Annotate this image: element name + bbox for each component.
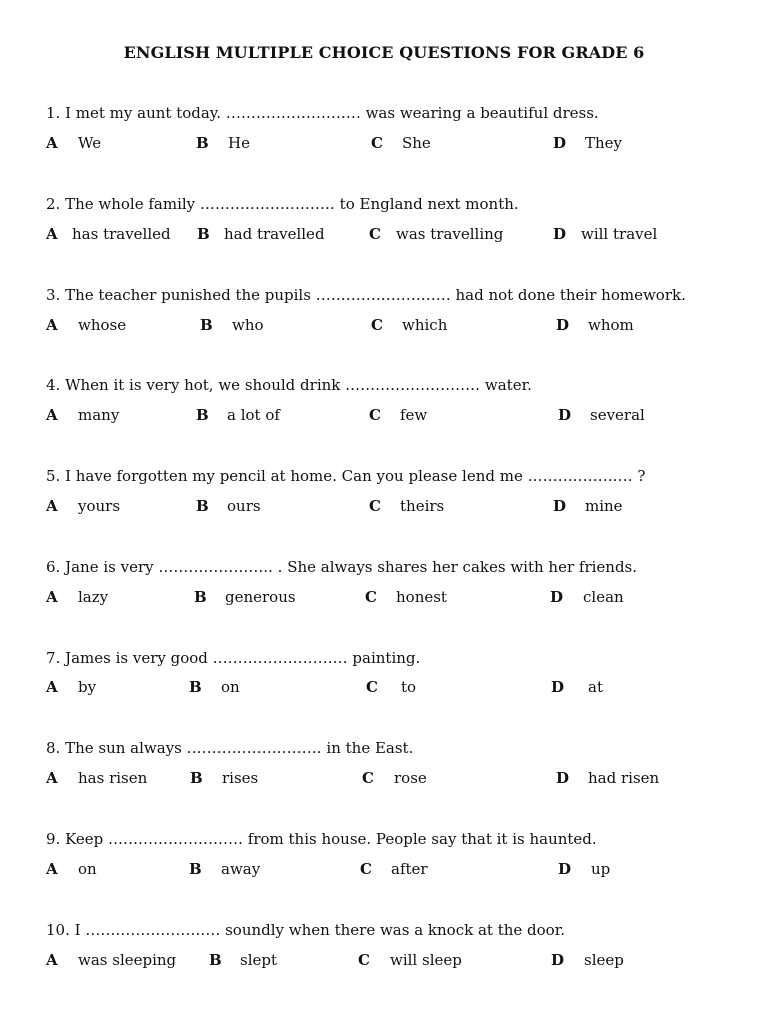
- question-6-text: 6. Jane is very ………………….. . She always shares her cakes with her friends.: [46, 558, 638, 576]
- option-b: away: [221, 860, 261, 878]
- option-letter-a: A: [46, 588, 58, 606]
- option-a: lazy: [78, 588, 109, 606]
- option-letter-c: C: [369, 406, 381, 424]
- option-letter-c: C: [360, 860, 372, 878]
- question-9-text: 9. Keep ……………………… from this house. People say that it is haunted.: [46, 830, 597, 848]
- option-d: up: [591, 860, 611, 878]
- question-2-text: 2. The whole family ……………………… to England next month.: [46, 195, 519, 213]
- option-letter-a: A: [46, 497, 58, 515]
- option-letter-d: D: [551, 678, 565, 696]
- option-c: few: [400, 406, 428, 424]
- question-4-options: [0, 406, 768, 428]
- question-1-text: 1. I met my aunt today. ……………………… was wearing a beautiful dress.: [46, 104, 599, 122]
- option-a: many: [78, 406, 120, 424]
- option-d: whom: [588, 316, 634, 334]
- option-letter-d: D: [556, 316, 570, 334]
- option-letter-a: A: [46, 678, 58, 696]
- question-5-options: [0, 497, 768, 519]
- question-9-options: [0, 860, 768, 882]
- option-c: She: [402, 134, 431, 152]
- option-a: whose: [78, 316, 127, 334]
- option-a: was sleeping: [78, 951, 177, 969]
- question-10-text: 10. I ……………………… soundly when there was a knock at the door.: [46, 921, 565, 939]
- option-letter-a: A: [46, 316, 58, 334]
- option-d: had risen: [588, 769, 660, 787]
- option-letter-d: D: [550, 588, 564, 606]
- option-d: mine: [585, 497, 623, 515]
- option-b: ours: [227, 497, 261, 515]
- option-letter-c: C: [371, 316, 383, 334]
- option-letter-c: C: [371, 134, 383, 152]
- option-a: has travelled: [72, 225, 171, 243]
- option-letter-b: B: [196, 406, 209, 424]
- option-d: at: [588, 678, 603, 696]
- option-letter-b: B: [190, 769, 203, 787]
- option-b: a lot of: [227, 406, 280, 424]
- question-1-options: [0, 134, 768, 156]
- option-letter-d: D: [553, 497, 567, 515]
- option-c: honest: [396, 588, 447, 606]
- option-letter-a: A: [46, 225, 58, 243]
- option-letter-b: B: [196, 497, 209, 515]
- option-a: has risen: [78, 769, 148, 787]
- option-c: rose: [394, 769, 427, 787]
- option-letter-a: A: [46, 769, 58, 787]
- option-a: yours: [78, 497, 121, 515]
- option-letter-c: C: [369, 225, 381, 243]
- option-c: after: [391, 860, 428, 878]
- option-letter-a: A: [46, 951, 58, 969]
- option-letter-d: D: [553, 225, 567, 243]
- option-b: on: [221, 678, 240, 696]
- option-b: rises: [222, 769, 259, 787]
- option-letter-b: B: [209, 951, 222, 969]
- option-c: which: [402, 316, 448, 334]
- option-letter-a: A: [46, 134, 58, 152]
- option-letter-c: C: [369, 497, 381, 515]
- option-letter-d: D: [551, 951, 565, 969]
- question-5-text: 5. I have forgotten my pencil at home. Can you please lend me ………………… ?: [46, 467, 646, 485]
- option-letter-d: D: [558, 406, 572, 424]
- option-b: who: [232, 316, 264, 334]
- question-10-options: [0, 951, 768, 973]
- question-8-text: 8. The sun always ……………………… in the East.: [46, 739, 414, 757]
- option-letter-c: C: [366, 678, 378, 696]
- question-7-text: 7. James is very good ……………………… painting.: [46, 649, 421, 667]
- question-4-text: 4. When it is very hot, we should drink ……………………… water.: [46, 376, 532, 394]
- option-letter-a: A: [46, 406, 58, 424]
- option-b: He: [228, 134, 250, 152]
- option-letter-b: B: [200, 316, 213, 334]
- option-d: sleep: [584, 951, 624, 969]
- question-3-options: [0, 316, 768, 338]
- option-c: will sleep: [390, 951, 462, 969]
- option-letter-a: A: [46, 860, 58, 878]
- option-d: clean: [583, 588, 624, 606]
- option-a: We: [78, 134, 102, 152]
- option-letter-b: B: [196, 134, 209, 152]
- option-letter-b: B: [194, 588, 207, 606]
- page-title: ENGLISH MULTIPLE CHOICE QUESTIONS FOR GRADE 6: [123, 43, 645, 62]
- option-b: generous: [225, 588, 296, 606]
- option-letter-c: C: [362, 769, 374, 787]
- option-letter-b: B: [197, 225, 210, 243]
- option-d: will travel: [581, 225, 658, 243]
- option-letter-d: D: [553, 134, 567, 152]
- question-7-options: [0, 678, 768, 700]
- option-letter-d: D: [558, 860, 572, 878]
- option-c: to: [401, 678, 417, 696]
- option-c: was travelling: [396, 225, 504, 243]
- option-letter-b: B: [189, 678, 202, 696]
- question-3-text: 3. The teacher punished the pupils ……………………… had not done their homework.: [46, 286, 686, 304]
- option-letter-c: C: [365, 588, 377, 606]
- option-a: by: [78, 678, 97, 696]
- option-letter-c: C: [358, 951, 370, 969]
- option-letter-d: D: [556, 769, 570, 787]
- option-d: They: [585, 134, 623, 152]
- option-b: had travelled: [224, 225, 325, 243]
- question-6-options: [0, 588, 768, 610]
- option-b: slept: [240, 951, 278, 969]
- option-a: on: [78, 860, 97, 878]
- option-d: several: [590, 406, 645, 424]
- question-8-options: [0, 769, 768, 791]
- question-2-options: [0, 225, 768, 247]
- option-c: theirs: [400, 497, 445, 515]
- option-letter-b: B: [189, 860, 202, 878]
